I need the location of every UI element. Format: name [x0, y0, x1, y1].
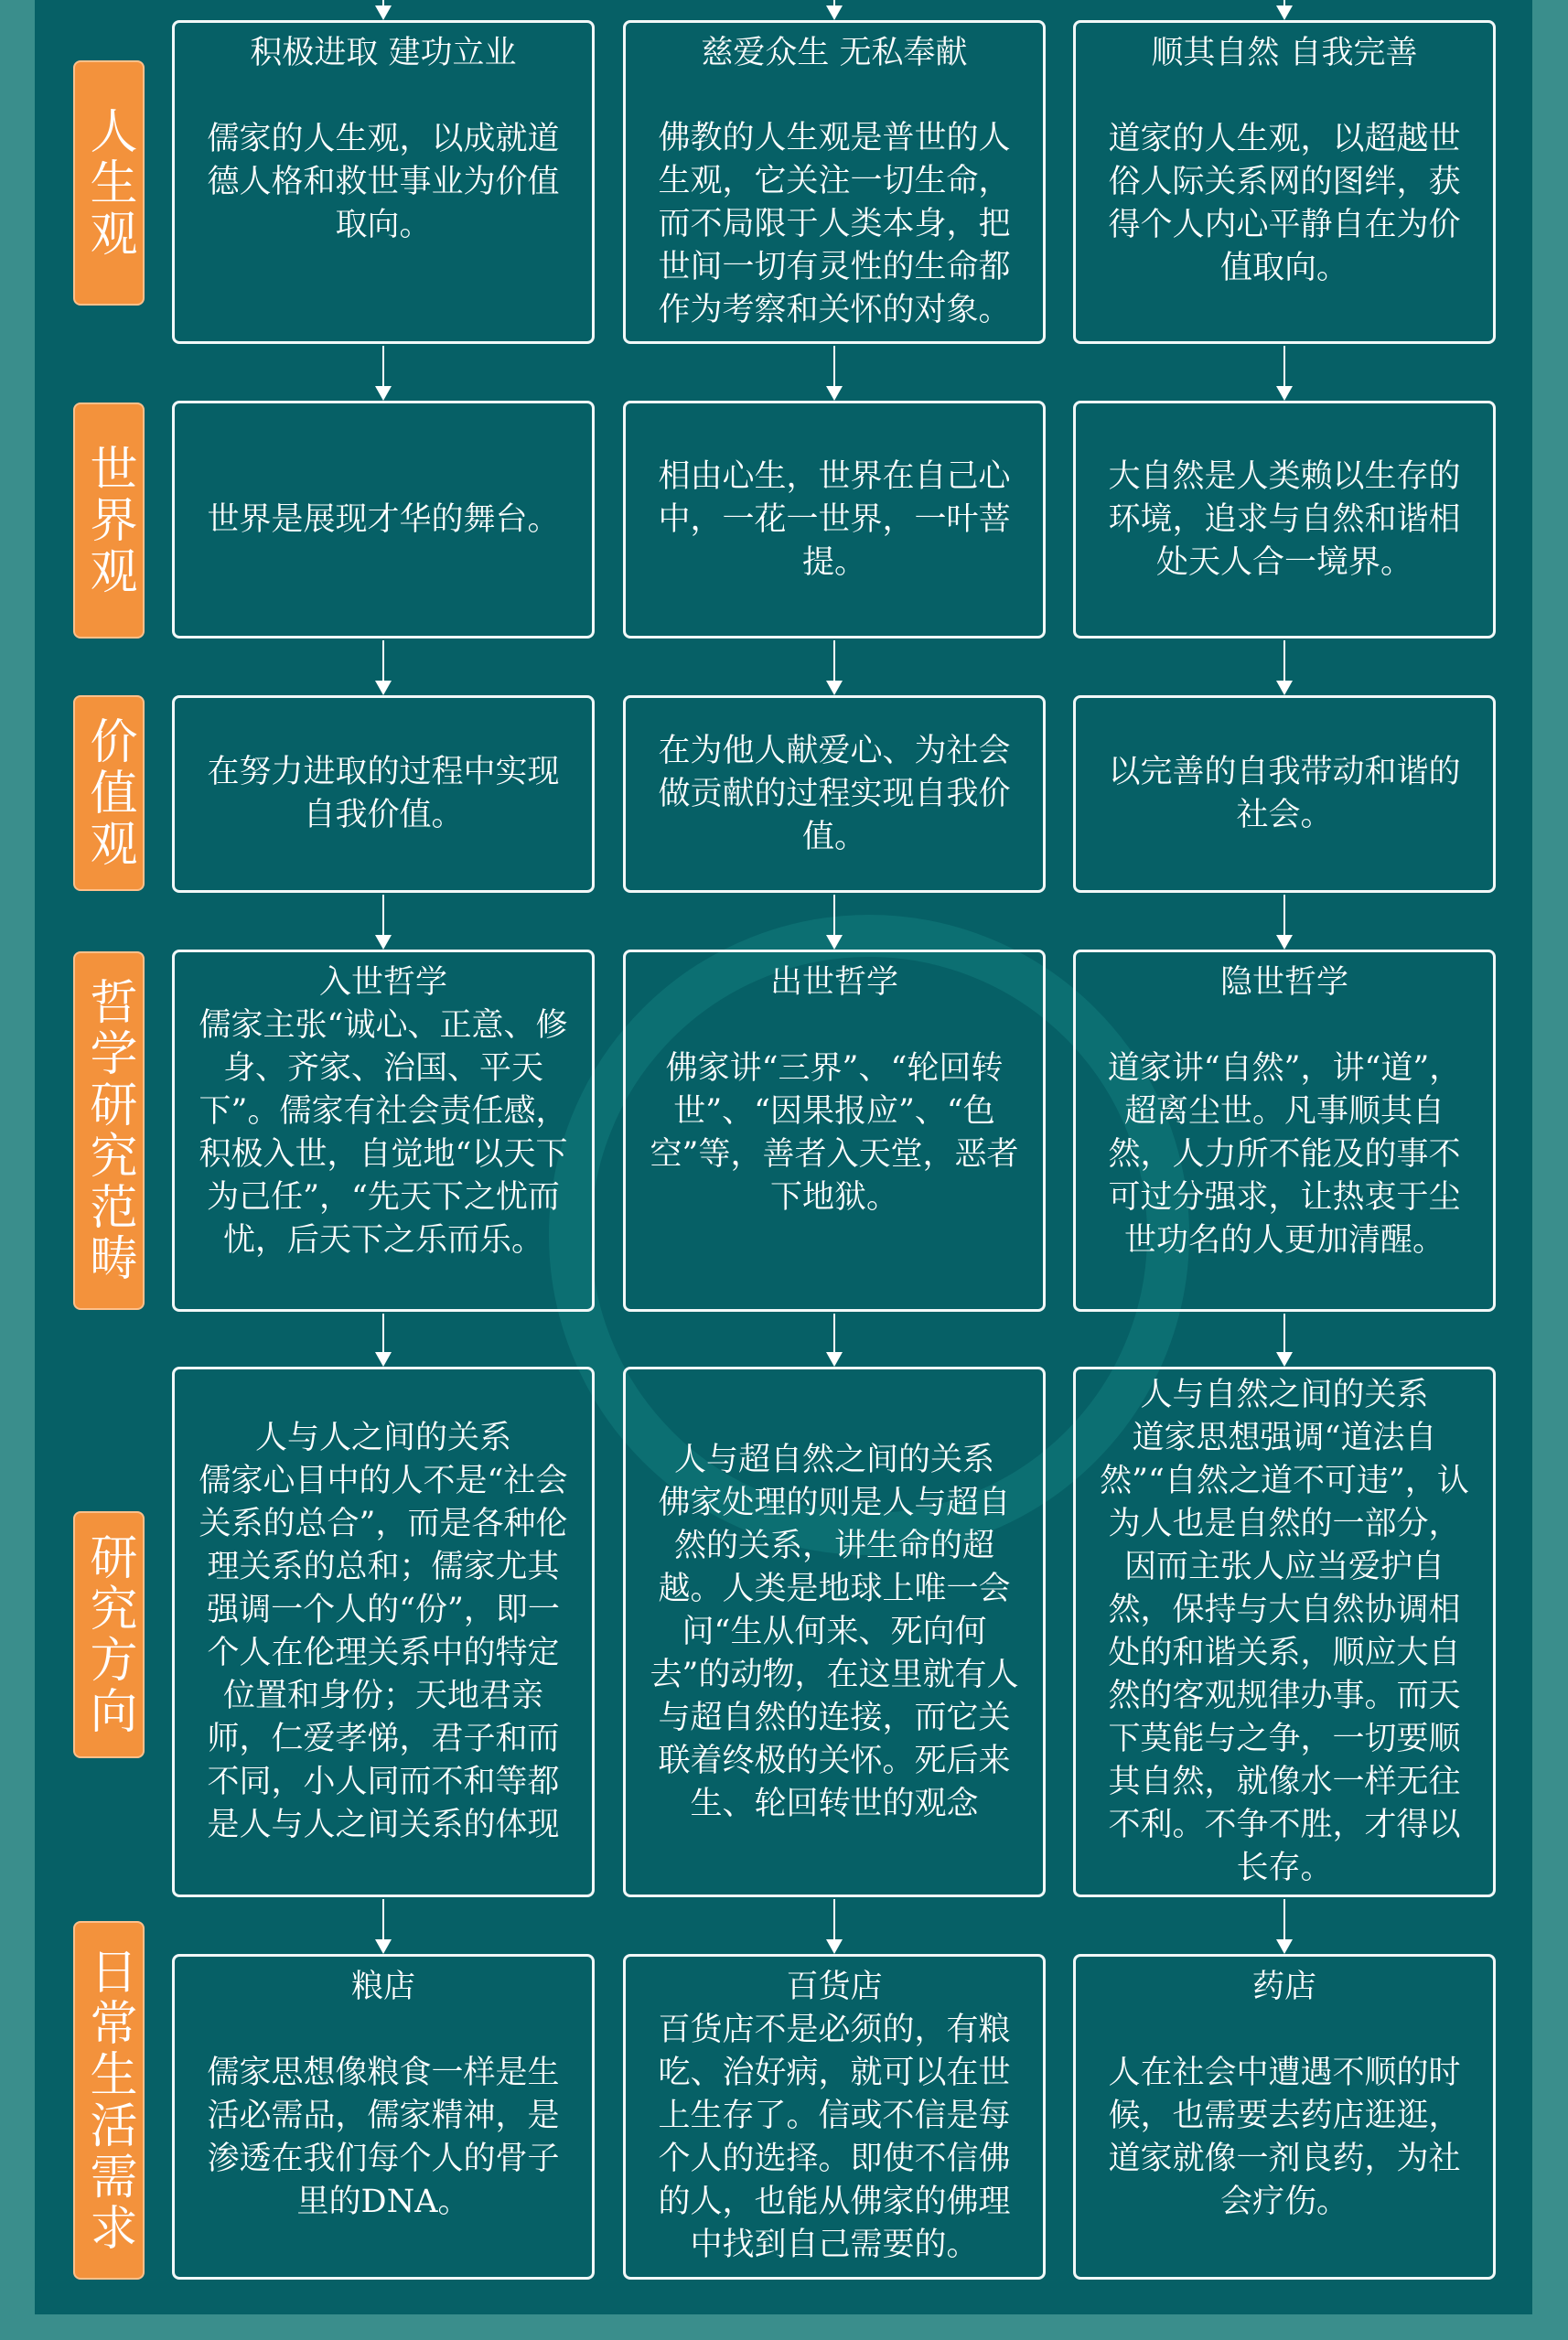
cell-body: 相由心生，世界在自己心中，一花一世界，一叶菩提。: [658, 457, 1011, 581]
arrow-down: [833, 1899, 835, 1952]
cell-body: 道家讲“自然”，讲“道”，超离尘世。凡事顺其自然，人力所不能及的事不可过分强求，让热衷于尘世功名的人更加清醒。: [1107, 1050, 1462, 1259]
row-label-life-view: 人生观: [73, 60, 145, 306]
arrow-down: [1283, 1899, 1285, 1952]
cell-buddhist-research: [623, 1367, 1046, 1897]
cell-title: 积极进取 建功立业: [250, 35, 517, 71]
cell-title: 人与超自然之间的关系: [673, 1441, 994, 1478]
cell-buddhist-daily: [623, 1954, 1046, 2280]
arrow-down: [382, 0, 384, 18]
arrow-down: [382, 1899, 384, 1952]
cell-taoist-daily: [1073, 1954, 1496, 2280]
cell-body: 道家的人生观，以超越世俗人际关系网的图绊，获得个人内心平静自在为价值取向。: [1108, 121, 1461, 286]
cell-confucian-daily: [172, 1954, 595, 2280]
cell-body: 儒家的人生观，以成就道德人格和救世事业为价值取向。: [207, 121, 560, 243]
arrow-down: [1283, 0, 1285, 18]
arrow-down: [382, 895, 384, 948]
row-label-philosophy: 哲学研究范畴: [73, 951, 145, 1310]
cell-taoist-value-view: [1073, 695, 1496, 893]
row-label-value-view: 价值观: [73, 695, 145, 891]
arrow-down: [382, 1314, 384, 1365]
cell-title: 出世哲学: [769, 964, 898, 1001]
arrow-down: [1283, 640, 1285, 693]
cell-confucian-life-view: [172, 20, 595, 344]
arrow-down: [833, 346, 835, 399]
arrow-down: [382, 640, 384, 693]
cell-body: 以完善的自我带动和谐的社会。: [1108, 754, 1461, 833]
cell-title: 百货店: [786, 1969, 883, 2005]
cell-body: 人在社会中遭遇不顺的时候，也需要去药店逛逛，道家就像一剂良药，为社会疗伤。: [1108, 2055, 1461, 2220]
arrow-down: [1283, 346, 1285, 399]
arrow-down: [1283, 1314, 1285, 1365]
arrow-down: [382, 346, 384, 399]
cell-body: 佛家讲“三界”、“轮回转世”、“因果报应”、“色空”等，善者入天堂，恶者下地狱。: [650, 1050, 1019, 1216]
cell-body: 道家思想强调“道法自然”“自然之道不可违”，认为人也是自然的一部分，因而主张人应当爱护自然，保持与大自然协调相处的和谐关系，顺应大自然的客观规律办事。而天下莫能与之争，一切要顺其自然，就像水一样无往不利。不争不胜，才得以长存。: [1100, 1420, 1469, 1886]
arrow-down: [833, 1314, 835, 1365]
cell-title: 粮店: [350, 1969, 415, 2005]
cell-body: 佛教的人生观是普世的人生观，它关注一切生命，而不局限于人类本身，把世间一切有灵性的生命都作为考察和关怀的对象。: [658, 120, 1011, 328]
cell-title: 药店: [1251, 1969, 1316, 2005]
cell-body: 世界是展现才华的舞台。: [207, 500, 560, 538]
arrow-down: [1283, 895, 1285, 948]
cell-body: 在努力进取的过程中实现自我价值。: [207, 754, 560, 833]
row-label-daily-needs: 日常生活需求: [73, 1921, 145, 2280]
cell-title: 隐世哲学: [1219, 964, 1348, 1001]
cell-confucian-value-view: [172, 695, 595, 893]
cell-taoist-philosophy: [1073, 950, 1496, 1312]
cell-body: 儒家思想像粮食一样是生活必需品，儒家精神，是渗透在我们每个人的骨子里的DNA。: [207, 2055, 560, 2220]
cell-body: 佛家处理的则是人与超自然的关系，讲生命的超越。人类是地球上唯一会问“生从何来、死向何去”的动物，在这里就有人与超自然的连接，而它关联着终极的关怀。死后来生、轮回转世的观念: [650, 1484, 1019, 1822]
cell-title: 入世哲学: [318, 964, 447, 1001]
arrow-down: [833, 640, 835, 693]
arrow-down: [833, 895, 835, 948]
arrow-down: [833, 0, 835, 18]
cell-confucian-philosophy: [172, 950, 595, 1312]
cell-buddhist-value-view: [623, 695, 1046, 893]
cell-confucian-research: [172, 1367, 595, 1897]
cell-body: 百货店不是必须的，有粮吃、治好病，就可以在世上生存了。信或不信是每个人的选择。即使不信佛的人，也能从佛家的佛理中找到自己需要的。: [658, 2012, 1011, 2263]
cell-body: 在为他人献爱心、为社会做贡献的过程实现自我价值。: [658, 732, 1011, 855]
cell-buddhist-life-view: [623, 20, 1046, 344]
cell-title: 慈爱众生 无私奉献: [701, 35, 968, 71]
cell-taoist-life-view: [1073, 20, 1496, 344]
cell-body: 儒家主张“诚心、正意、修身、齐家、治国、平天下”。儒家有社会责任感，积极入世，自觉地“以天下为己任”，“先天下之忧而忧，后天下之乐而乐。: [199, 1007, 568, 1259]
cell-taoist-world-view: [1073, 401, 1496, 639]
cell-confucian-world-view: [172, 401, 595, 639]
cell-body: 大自然是人类赖以生存的环境，追求与自然和谐相处天人合一境界。: [1108, 457, 1461, 581]
cell-buddhist-philosophy: [623, 950, 1046, 1312]
row-label-research-direction: 研究方向: [73, 1511, 145, 1758]
cell-title: 人与人之间的关系: [254, 1420, 511, 1456]
row-label-world-view: 世界观: [73, 403, 145, 639]
cell-taoist-research: [1073, 1367, 1496, 1897]
cell-buddhist-world-view: [623, 401, 1046, 639]
cell-title: 顺其自然 自我完善: [1151, 35, 1418, 71]
cell-body: 儒家心目中的人不是“社会关系的总合”，而是各种伦理关系的总和；儒家尤其强调一个人的“份”，即一个人在伦理关系中的特定位置和身份；天地君亲师，仁爱孝悌，君子和而不同，小人同而不和等都是人与人之间关系的体现: [199, 1463, 568, 1843]
cell-title: 人与自然之间的关系: [1140, 1377, 1429, 1413]
